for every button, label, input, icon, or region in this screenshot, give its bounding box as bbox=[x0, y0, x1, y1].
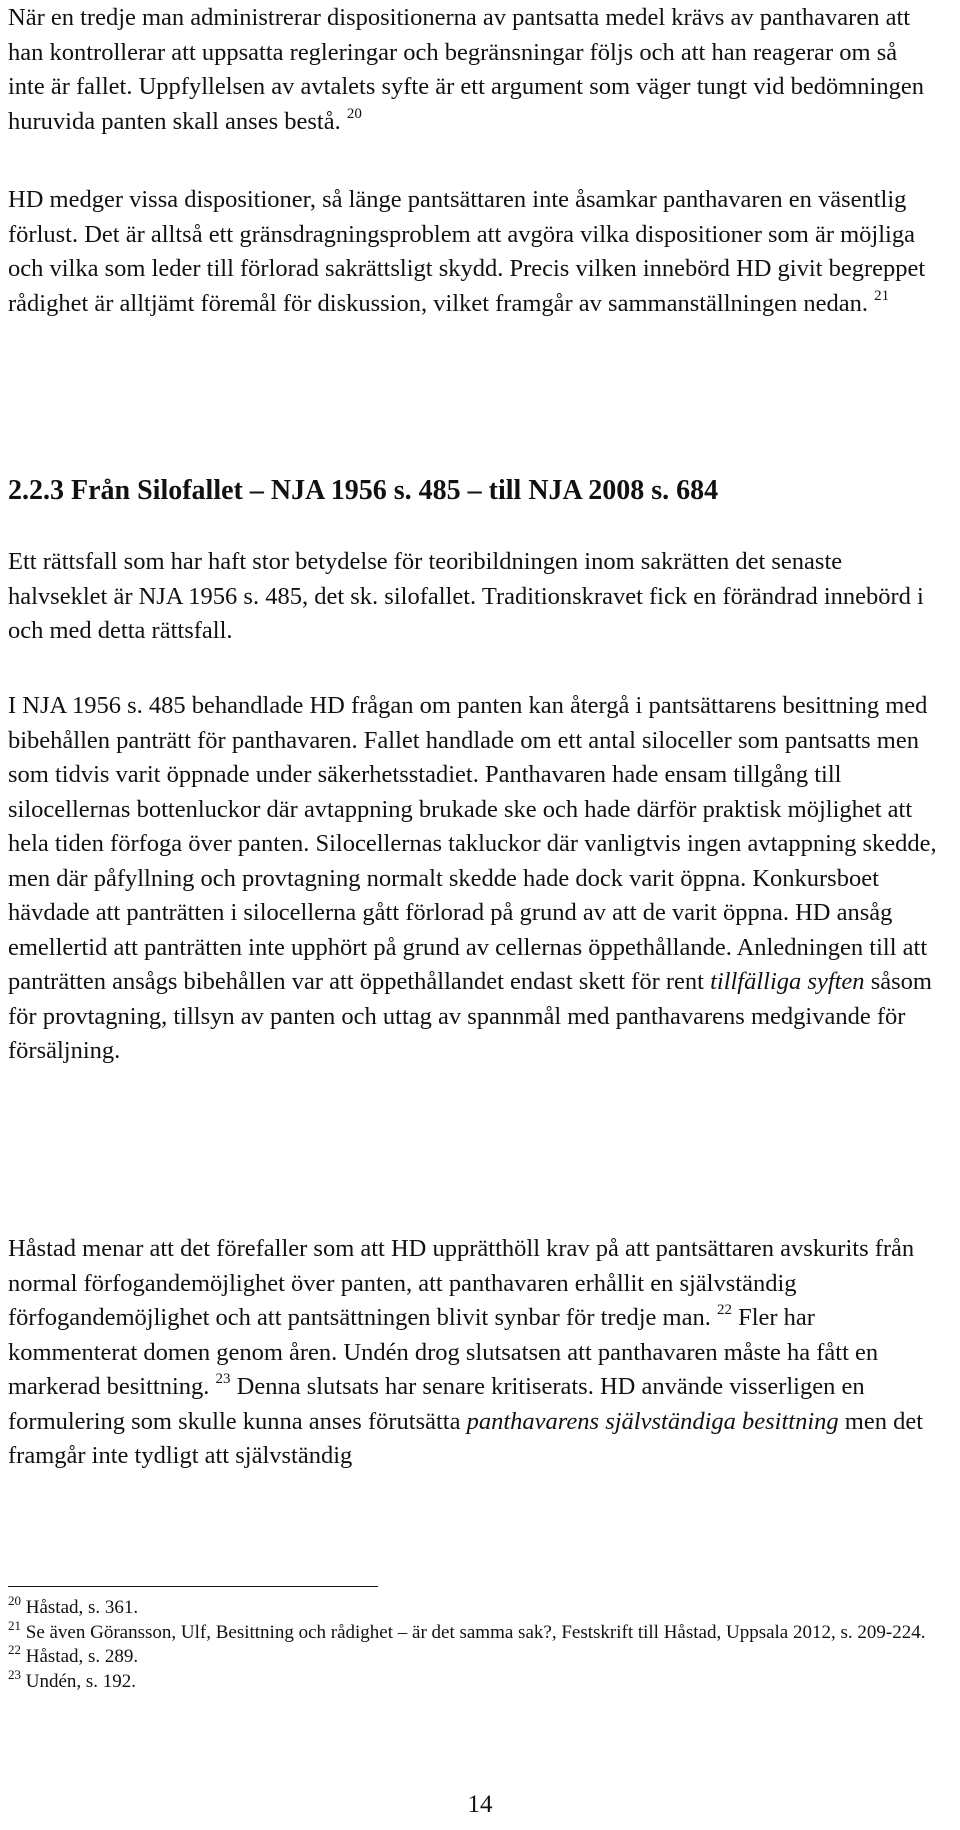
paragraph-1-text: När en tredje man administrerar dispositionerna av pantsatta medel krävs av panthavaren att han kontrollerar att uppsatta regleringar och begränsningar följs och att han reagerar om så inte är fallet. Uppfyllelsen av avtalets syfte är ett argument som väger tungt vid bedömningen huruvida panten skall anses bestå. bbox=[8, 4, 924, 135]
paragraph-3 bbox=[8, 545, 938, 649]
footnote-number: 21 bbox=[8, 1617, 21, 1633]
footnote-ref-21[interactable]: 21 bbox=[874, 287, 890, 304]
footnote-number: 22 bbox=[8, 1642, 21, 1657]
paragraph-5 bbox=[8, 1232, 938, 1474]
page-number: 14 bbox=[467, 1791, 493, 1818]
footnote-ref-20[interactable]: 20 bbox=[346, 105, 362, 122]
footnote-ref-22[interactable]: 22 bbox=[716, 1302, 732, 1318]
footnote-text: Håstad, s. 361. bbox=[25, 1597, 139, 1618]
footnote-number: 20 bbox=[8, 1593, 21, 1608]
footnote-number: 23 bbox=[8, 1666, 21, 1682]
paragraph-3-text: Ett rättsfall som har haft stor betydelse för teoribildningen inom sakrätten det senaste halvseklet är NJA 1956 s. 485, det sk. silofallet. Traditionskravet fick en förändrad innebörd i och med detta rättsfall. bbox=[8, 548, 924, 644]
paragraph-4 bbox=[8, 689, 938, 1069]
paragraph-5-emphasis: panthavarens självständiga besittning bbox=[466, 1407, 839, 1435]
paragraph-5-text-c: Denna slutsats har senare kritiserats. HD använde visserligen en formulering som skulle kunna anses förutsätta bbox=[8, 1373, 865, 1435]
section-heading: 2.2.3 Från Silofallet – NJA 1956 s. 485 – till NJA 2008 s. 684 bbox=[8, 475, 719, 506]
paragraph-5-text-b: Fler har kommenterat domen genom åren. Undén drog slutsatsen att panthavaren måste ha fått en markerad besittning. bbox=[8, 1304, 879, 1400]
paragraph-1 bbox=[8, 1, 938, 139]
footnote-item bbox=[8, 1642, 938, 1670]
footnotes-section bbox=[8, 1593, 938, 1694]
paragraph-4-text-a: I NJA 1956 s. 485 behandlade HD frågan om panten kan återgå i pantsättarens besittning med bibehållen panträtt för panthavaren. Fallet handlade om ett antal siloceller som pantsatts men som tidvis varit öppnade under säkerhetsstadiet. Panthavaren hade ensam tillgång till silocellernas bottenluckor där avtappning brukade ske och hade därför praktisk möjlighet att hela tiden förfoga över panten. Silocellernas takluckor där vanligtvis ingen avtappning skedde, men där påfyllning och provtagning normalt skedde hade dock varit öppna. Konkursboet hävdade att panträtten i silocellerna gått förlorad på grund av att de varit öppna. HD ansåg emellertid att panträtten inte upphört på grund av cellernas öppethållande. Anledningen till att panträtten ansågs bibehållen var att öppethållandet endast skett för rent bbox=[8, 692, 937, 995]
footnote-item bbox=[8, 1666, 938, 1695]
paragraph-4-text-b: såsom för provtagning, tillsyn av panten och uttag av spannmål med panthavarens medgivande för försäljning. bbox=[8, 968, 932, 1064]
footnote-text: Se även Göransson, Ulf, Besittning och rådighet – är det samma sak?, Festskrift till Håstad, Uppsala 2012, s. 209-224. bbox=[25, 1621, 926, 1643]
footnote-divider bbox=[8, 1586, 378, 1587]
footnote-item bbox=[8, 1593, 938, 1621]
paragraph-2-text: HD medger vissa dispositioner, så länge pantsättaren inte åsamkar panthavaren en väsentlig förlust. Det är alltså ett gränsdragningsproblem att avgöra vilka dispositioner som är möjliga och vilka som leder till förlorad sakrättsligt skydd. Precis vilken innebörd HD givit begreppet rådighet är alltjämt föremål för diskussion, vilket framgår av sammanställningen nedan. bbox=[8, 186, 926, 317]
footnote-ref-23[interactable]: 23 bbox=[215, 1371, 231, 1387]
footnote-item bbox=[8, 1617, 938, 1646]
paragraph-2 bbox=[8, 183, 938, 321]
footnote-text: Undén, s. 192. bbox=[25, 1670, 137, 1692]
paragraph-5-text-d: men det framgår inte tydligt att självständig bbox=[8, 1407, 924, 1469]
paragraph-4-emphasis: tillfälliga syften bbox=[710, 968, 865, 995]
paragraph-5-text-a: Håstad menar att det förefaller som att HD upprätthöll krav på att pantsättaren avskurits från normal förfogandemöjlighet över panten, att panthavaren erhållit en självständig förfogandemöjlighet och att pantsättningen blivit synbar för tredje man. bbox=[8, 1235, 915, 1331]
footnote-text: Håstad, s. 289. bbox=[25, 1646, 139, 1667]
